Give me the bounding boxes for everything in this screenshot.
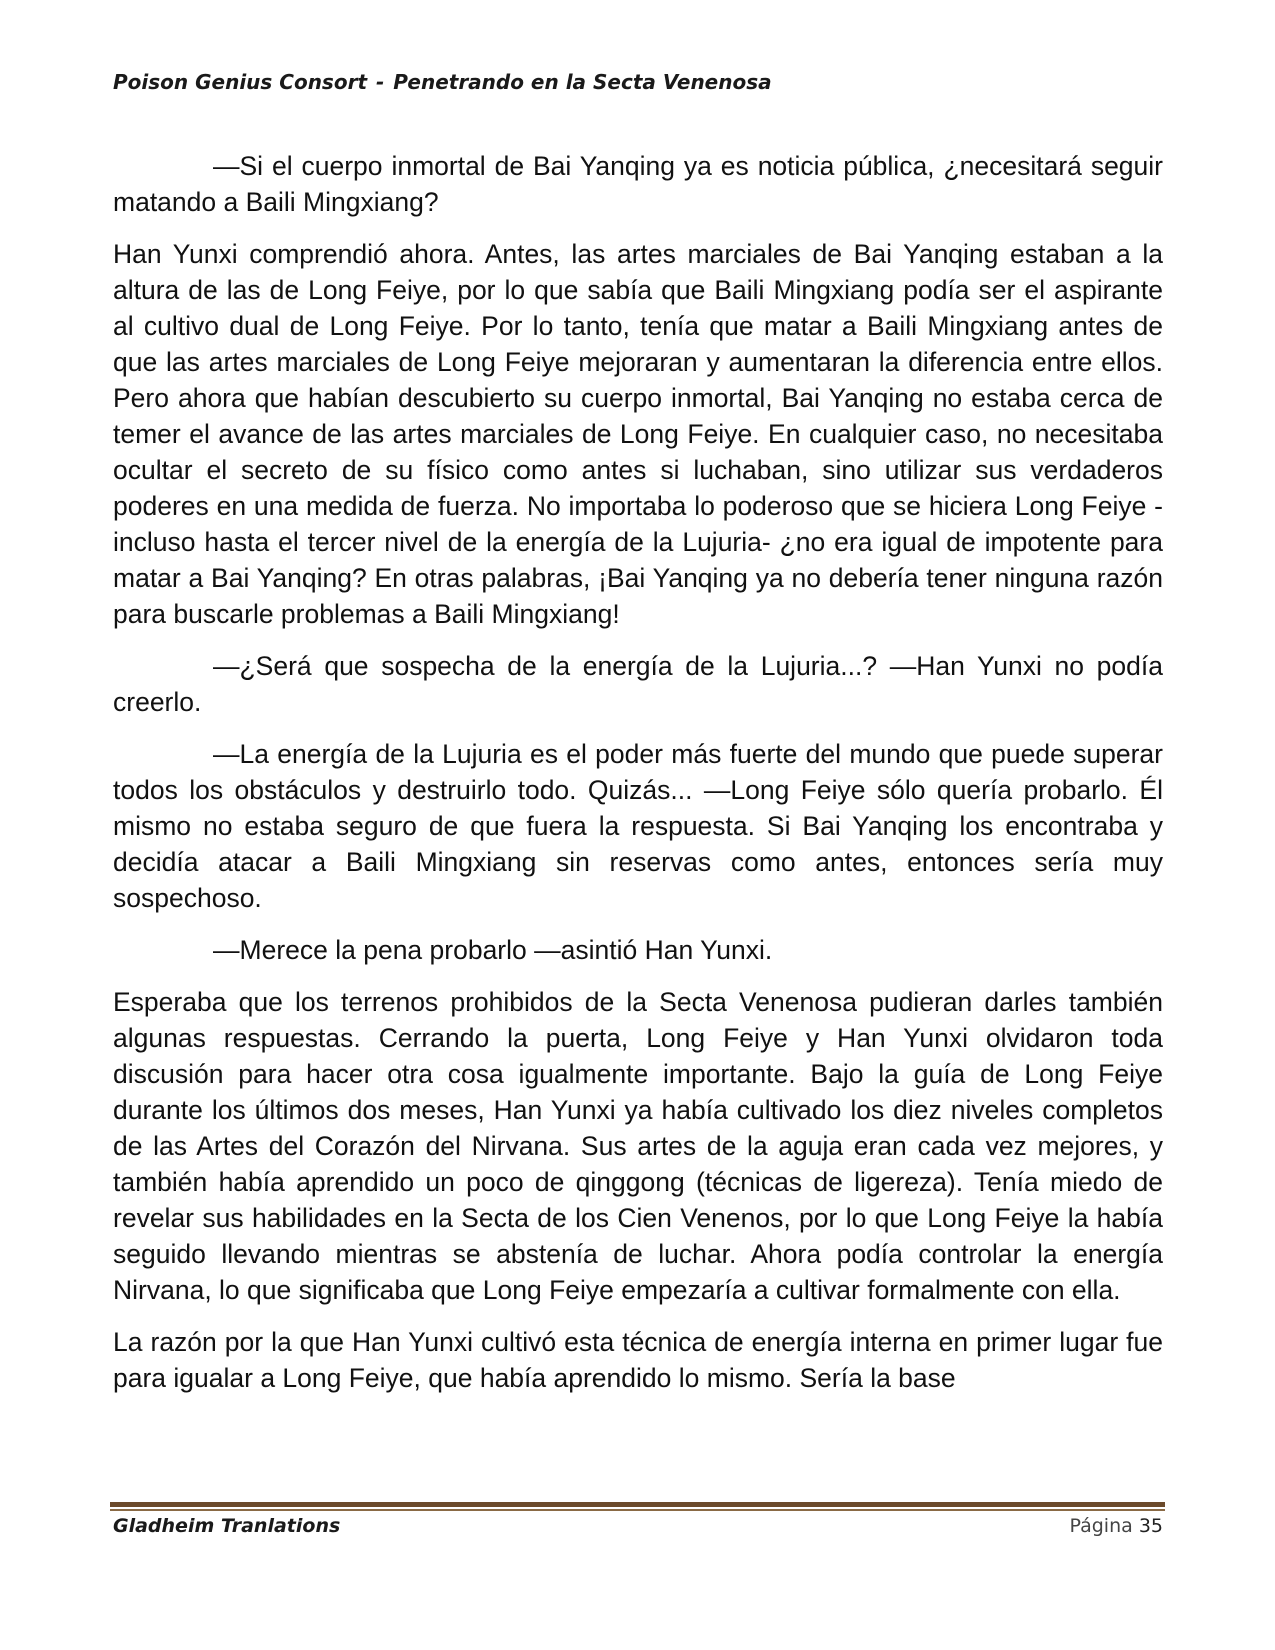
paragraph-7: La razón por la que Han Yunxi cultivó esta técnica de energía interna en primer lugar fue para igualar a Long Feiye, que había aprendido lo mismo. Sería la base	[113, 1327, 1163, 1393]
paragraph-6: Esperaba que los terrenos prohibidos de la Secta Venenosa pudieran darles también algunas respuestas. Cerrando la puerta, Long Feiye y Han Yunxi olvidaron toda discusión para hacer otra cosa igualmente importante. Bajo la guía de Long Feiye durante los últimos dos meses, Han Yunxi ya había cultivado los diez niveles completos de las Artes del Corazón del Nirvana. Sus artes de la aguja eran cada vez mejores, y también había aprendido un poco de qinggong (técnicas de ligereza). Tenía miedo de revelar sus habilidades en la Secta de los Cien Venenos, por lo que Long Feiye la había seguido llevando mientras se abstenía de luchar. Ahora podía controlar la energía Nirvana, lo que significaba que Long Feiye empezaría a cultivar formalmente con ella.	[113, 987, 1163, 1305]
page-number-value: 35	[1138, 1515, 1163, 1537]
page-label: Página	[1069, 1515, 1133, 1537]
running-header	[113, 70, 772, 94]
chapter-title: Penetrando en la Secta Venenosa	[393, 70, 772, 94]
series-title: Poison Genius Consort	[113, 70, 368, 94]
footer-publisher: Gladheim Tranlations	[113, 1515, 341, 1537]
header-separator: -	[375, 70, 385, 94]
paragraph-1: —Si el cuerpo inmortal de Bai Yanqing ya es noticia pública, ¿necesitará seguir matando a Baili Mingxiang?	[113, 151, 1163, 217]
footer-divider	[110, 1502, 1165, 1511]
paragraph-5: —Merece la pena probarlo —asintió Han Yunxi.	[213, 935, 773, 965]
paragraph-4: —La energía de la Lujuria es el poder más fuerte del mundo que puede superar todos los obstáculos y destruirlo todo. Quizás... —Long Feiye sólo quería probarlo. Él mismo no estaba seguro de que fuera la respuesta. Si Bai Yanqing los encontraba y decidía atacar a Baili Mingxiang sin reservas como antes, entonces sería muy sospechoso.	[113, 739, 1163, 913]
page-number	[1069, 1515, 1163, 1537]
page-body	[113, 148, 1163, 1412]
paragraph-3: —¿Será que sospecha de la energía de la Lujuria...? —Han Yunxi no podía creerlo.	[113, 651, 1163, 717]
paragraph-2: Han Yunxi comprendió ahora. Antes, las artes marciales de Bai Yanqing estaban a la altura de las de Long Feiye, por lo que sabía que Baili Mingxiang podía ser el aspirante al cultivo dual de Long Feiye. Por lo tanto, tenía que matar a Baili Mingxiang antes de que las artes marciales de Long Feiye mejoraran y aumentaran la diferencia entre ellos. Pero ahora que habían descubierto su cuerpo inmortal, Bai Yanqing no estaba cerca de temer el avance de las artes marciales de Long Feiye. En cualquier caso, no necesitaba ocultar el secreto de su físico como antes si luchaban, sino utilizar sus verdaderos poderes en una medida de fuerza. No importaba lo poderoso que se hiciera Long Feiye -incluso hasta el tercer nivel de la energía de la Lujuria- ¿no era igual de impotente para matar a Bai Yanqing? En otras palabras, ¡Bai Yanqing ya no debería tener ninguna razón para buscarle problemas a Baili Mingxiang!	[113, 239, 1163, 629]
